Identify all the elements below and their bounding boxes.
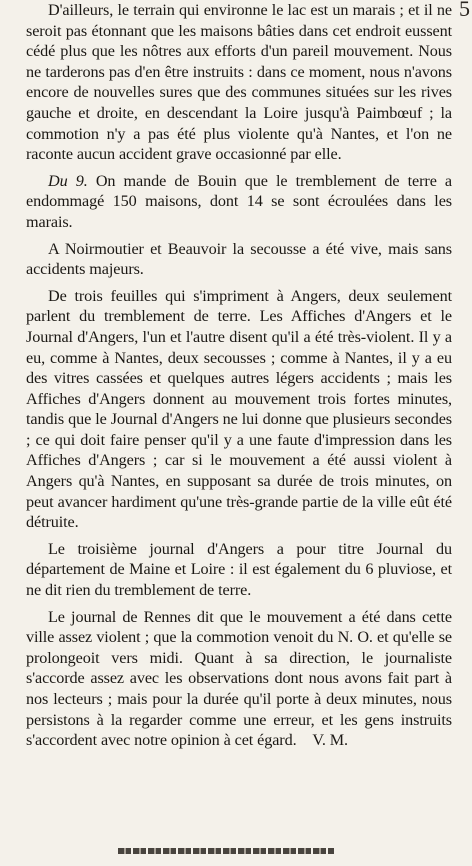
signature: V. M. bbox=[312, 731, 348, 750]
paragraph-4: De trois feuilles qui s'impriment à Angers, deux seulement parlent du tremblement de terre. Les Affiches d'Angers et le Journal d'Angers, l'un et l'autre disent qu'il a été très-violent. Il y a eu, comme à Nantes, deux secousses ; comme à Nantes, il y a eu des vitres cassées et quelques autres légers accidents ; mais les Affiches d'Angers donnent au mouvement trois fortes minutes, tandis que le Journal d'Angers ne lui donne que plusieurs secondes ; ce qui doit faire penser qu'il y a une faute d'impression dans les Affiches d'Angers ; car si le mouvement a été aussi violent à Angers qu'à Nantes, en supposant sa durée de trois minutes, on peut avancer hardiment qu'une très-grande partie de la ville eût été détruite. bbox=[26, 286, 452, 532]
paragraph-1: D'ailleurs, le terrain qui environne le lac est un marais ; et il ne seroit pas étonnant que les maisons bâties dans cet endroit eussent cédé plus que les nôtres aux efforts d'un pareil mouvement. Nous ne tarderons pas d'en être instruits : dans ce moment, nous n'avons encore de nouvelles sures que des communes situées sur les rives gauche et droite, en descendant la Loire jusqu'à Paimbœuf ; la commotion n'y a pas été plus violente qu'à Nantes, et l'on ne raconte aucun accident grave occasionné par elle. bbox=[26, 1, 452, 164]
paragraph-2-text: On mande de Bouin que le tremblement de terre a endommagé 150 maisons, dont 14 se sont écroulées dans les marais. bbox=[26, 171, 452, 231]
paragraph-3: A Noirmoutier et Beauvoir la secousse a été vive, mais sans accidents majeurs. bbox=[26, 239, 452, 279]
end-ornament-rule bbox=[118, 848, 334, 854]
paragraph-6 bbox=[26, 607, 452, 751]
paragraph-2 bbox=[26, 171, 452, 233]
paragraph-6-text: Le journal de Rennes dit que le mouvement a été dans cette ville assez violent ; que la commotion venoit du N. O. et qu'elle se prolongeoit vers midi. Quant à sa direction, le journaliste s'accorde assez avec les observations dont nous avons fait part à nos lecteurs ; mais pour la durée qu'il porte à deux minutes, nous persistons à la regarder comme une erreur, et les gens instruits s'accordent avec notre opinion à cet égard. bbox=[26, 607, 452, 750]
page-number: 5 bbox=[459, 0, 470, 21]
paragraph-5: Le troisième journal d'Angers a pour titre Journal du département de Maine et Loire : il est également du 6 pluviose, et ne dit rien du tremblement de terre. bbox=[26, 539, 452, 600]
article-column bbox=[26, 0, 452, 757]
date-label: Du 9. bbox=[48, 171, 88, 190]
